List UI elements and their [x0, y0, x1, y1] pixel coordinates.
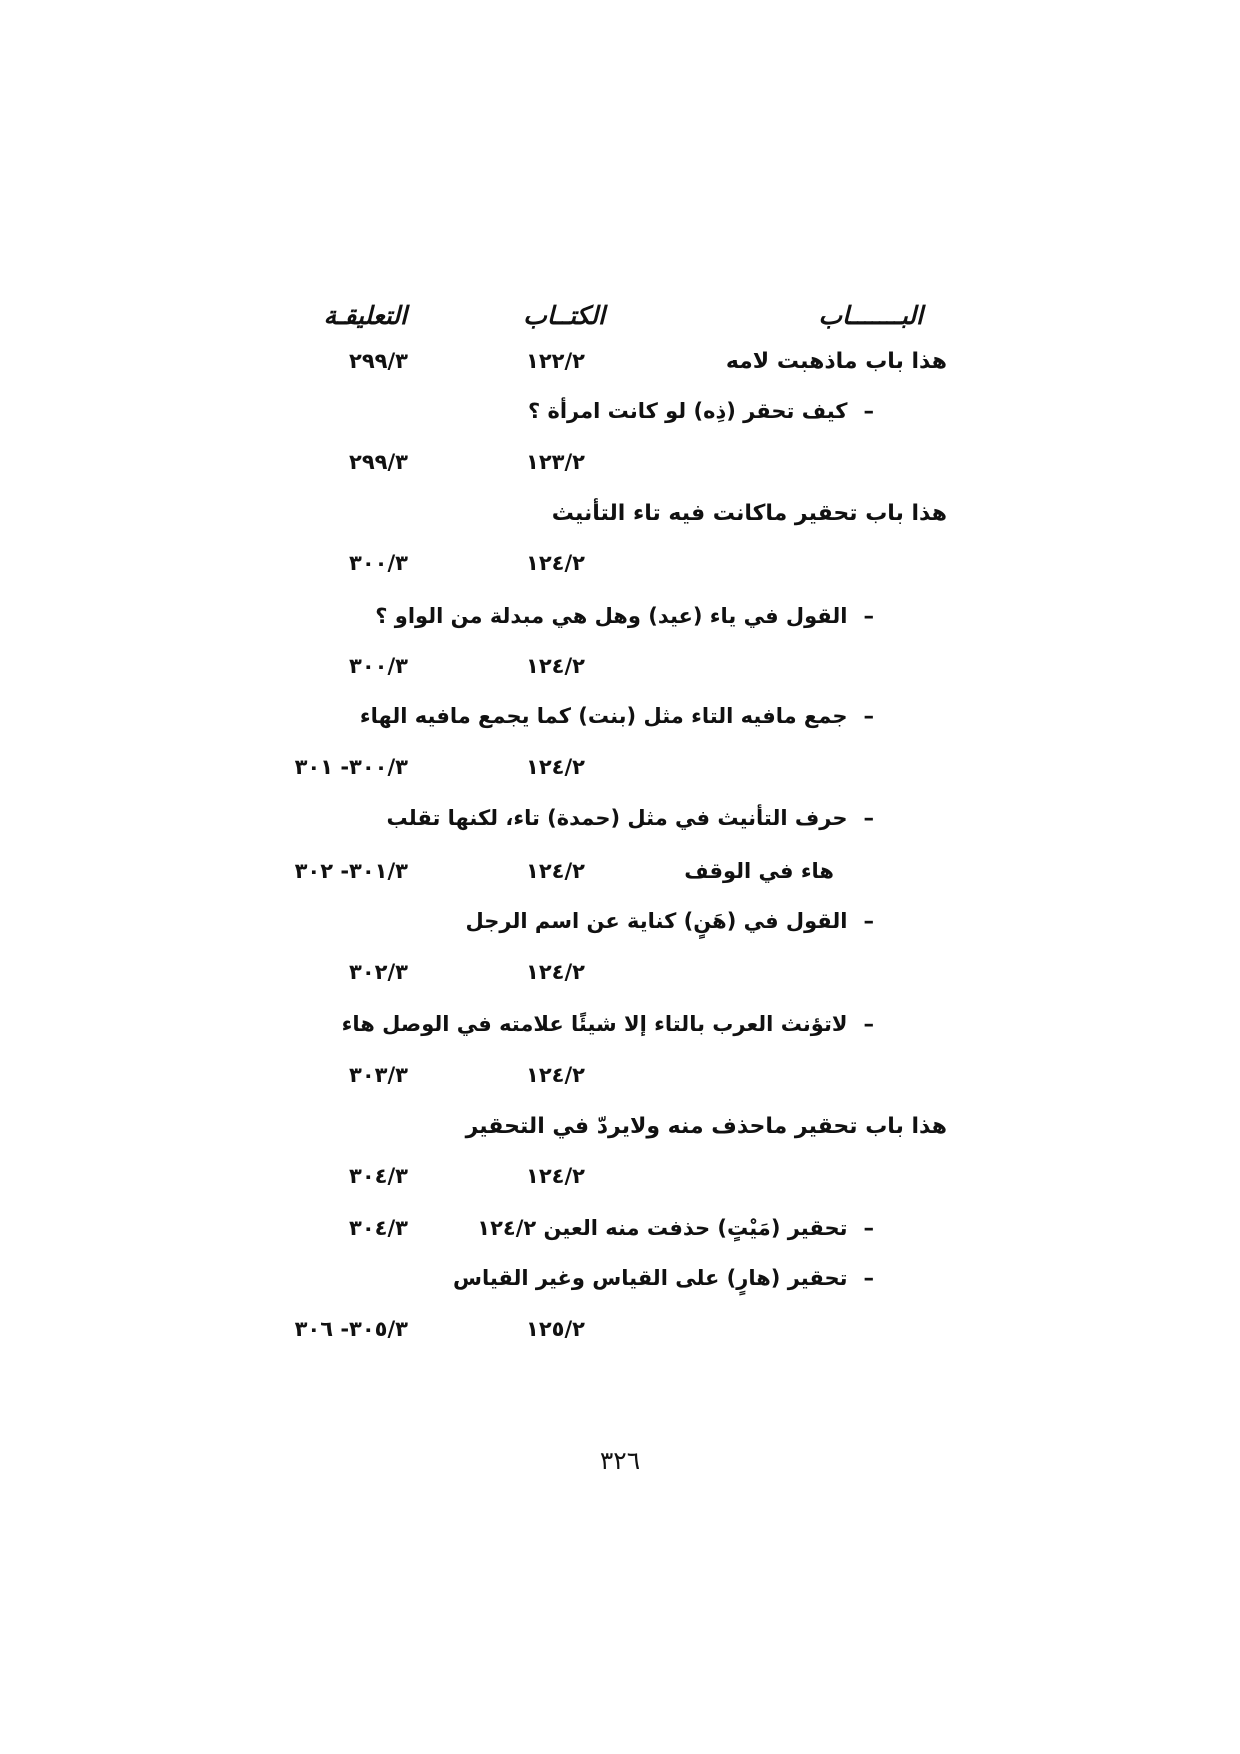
index-item-text: القول في ياء (عيد) وهل هي مبدلة من الواو ؟ [375, 604, 848, 628]
header-taliqa: التعليقـة [323, 301, 407, 330]
index-item [360, 704, 874, 728]
taliqa-ref: ٣٠٠/٣ [349, 551, 408, 575]
kitab-ref: ١٢٤/٢ [526, 551, 585, 575]
kitab-ref: ١٢٣/٢ [526, 450, 585, 474]
dash-bullet: – [863, 909, 874, 933]
taliqa-ref: ٣٠٤/٣ [349, 1164, 408, 1188]
index-item-text: القول في (هَنٍ) كناية عن اسم الرجل [465, 909, 848, 933]
kitab-ref: ١٢٤/٢ [526, 1063, 585, 1087]
index-item [375, 604, 874, 628]
kitab-ref: ١٢٥/٢ [526, 1317, 585, 1341]
dash-bullet: – [863, 604, 874, 628]
taliqa-ref: ٣٠٢/٣ [349, 960, 408, 984]
taliqa-ref: ٣٠١/٣- ٣٠٢ [294, 859, 408, 883]
index-item [387, 806, 874, 830]
dash-bullet: – [863, 1012, 874, 1036]
taliqa-ref: ٣٠٥/٣- ٣٠٦ [294, 1317, 408, 1341]
index-item-text: كيف تحقر (ذِه) لو كانت امرأة ؟ [527, 399, 848, 423]
index-item-text: جمع مافيه التاء مثل (بنت) كما يجمع مافيه الهاء [359, 704, 848, 728]
kitab-ref: ١٢٢/٢ [526, 349, 585, 373]
taliqa-ref: ٣٠٠/٣- ٣٠١ [294, 755, 408, 779]
index-item-text: تحقير (مَيْتٍ) حذفت منه العين ١٢٤/٢ [477, 1216, 848, 1240]
chapter-title: هذا باب تحقير ماحذف منه ولايردّ في التحقير [465, 1114, 947, 1139]
header-kitab: الكتــاب [523, 301, 605, 330]
header-bab: البـــــــاب [818, 301, 923, 330]
kitab-ref: ١٢٤/٢ [526, 654, 585, 678]
index-item [342, 1012, 874, 1036]
chapter-title: هذا باب تحقير ماكانت فيه تاء التأنيث [551, 501, 947, 526]
index-item [466, 909, 874, 933]
kitab-ref: ١٢٤/٢ [526, 1164, 585, 1188]
taliqa-ref: ٢٩٩/٣ [349, 450, 408, 474]
kitab-ref: ١٢٤/٢ [526, 755, 585, 779]
index-item-text: حرف التأنيث في مثل (حمدة) تاء، لكنها تقلب [386, 806, 848, 830]
dash-bullet: – [863, 1266, 874, 1290]
taliqa-ref: ٣٠٤/٣ [349, 1216, 408, 1240]
dash-bullet: – [863, 704, 874, 728]
index-item [477, 1216, 874, 1240]
taliqa-ref: ٢٩٩/٣ [349, 349, 408, 373]
dash-bullet: – [863, 1216, 874, 1240]
chapter-title: هذا باب ماذهبت لامه [725, 349, 947, 374]
index-item-text: لاتؤنث العرب بالتاء إلا شيئًا علامته في الوصل هاء [341, 1012, 848, 1036]
page-number: ٣٢٦ [599, 1446, 641, 1475]
dash-bullet: – [863, 806, 874, 830]
index-item-text: تحقير (هارٍ) على القياس وغير القياس [452, 1266, 848, 1290]
taliqa-ref: ٣٠٠/٣ [349, 654, 408, 678]
taliqa-ref: ٣٠٣/٣ [349, 1063, 408, 1087]
continuation-text: هاء في الوقف [684, 859, 834, 883]
index-item [528, 399, 874, 423]
kitab-ref: ١٢٤/٢ [526, 960, 585, 984]
dash-bullet: – [863, 399, 874, 423]
kitab-ref: ١٢٤/٢ [526, 859, 585, 883]
index-item [453, 1266, 874, 1290]
